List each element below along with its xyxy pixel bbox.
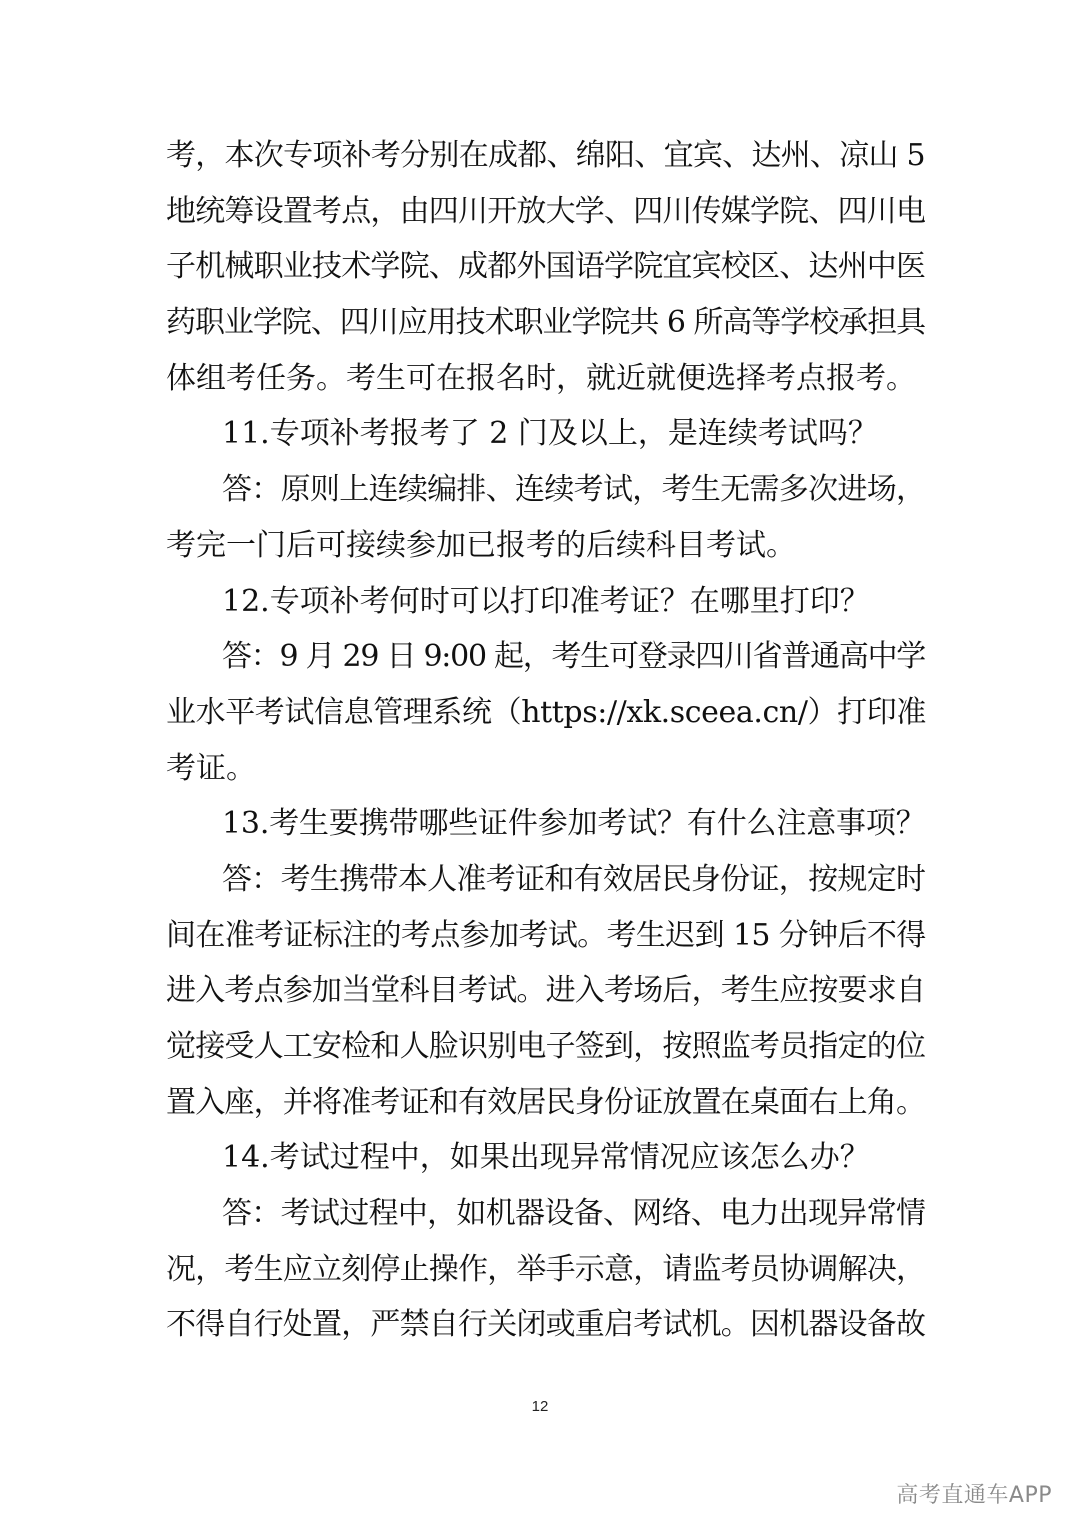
text-line: 体组考任务。考生可在报名时，就近就便选择考点报考。 (166, 360, 916, 396)
watermark-text: 高考直通车APP (896, 1483, 1052, 1508)
text-line: 不得自行处置，严禁自行关闭或重启考试机。因机器设备故 (166, 1307, 926, 1343)
text-line: 置入座，并将准考证和有效居民身份证放置在桌面右上角。 (166, 1084, 926, 1120)
text-line: 觉接受人工安检和人脸识别电子签到，按照监考员指定的位 (166, 1029, 926, 1064)
text-line: 进入考点参加当堂科目考试。进入考场后，考生应按要求自 (166, 973, 926, 1009)
text-line: 答：考生携带本人准考证和有效居民身份证，按规定时 (222, 861, 926, 897)
text-line: 业水平考试信息管理系统（https://xk.sceea.cn/）打印准 (166, 694, 926, 730)
text-line: 考，本次专项补考分别在成都、绵阳、宜宾、达州、凉山 5 (166, 138, 925, 173)
text-line: 11.专项补考报考了 2 门及以上，是连续考试吗？ (222, 416, 878, 452)
page-number: 12 (531, 1398, 549, 1415)
text-line: 药职业学院、四川应用技术职业学院共 6 所高等学校承担具 (166, 305, 926, 341)
text-line: 考证。 (166, 750, 256, 786)
text-line: 况，考生应立刻停止操作，举手示意，请监考员协调解决， (166, 1251, 926, 1287)
text-line: 13.考生要携带哪些证件参加考试？有什么注意事项？ (222, 806, 926, 842)
text-line: 子机械职业技术学院、成都外国语学院宜宾校区、达州中医 (166, 249, 926, 285)
text-line: 考完一门后可接续参加已报考的后续科目考试。 (166, 527, 796, 563)
text-line: 答：9 月 29 日 9:00 起，考生可登录四川省普通高中学 (222, 639, 926, 675)
text-line: 14.考试过程中，如果出现异常情况应该怎么办？ (222, 1140, 870, 1176)
text-line: 12.专项补考何时可以打印准考证？在哪里打印？ (222, 583, 870, 619)
document-body (166, 128, 926, 1353)
text-line: 间在准考证标注的考点参加考试。考生迟到 15 分钟后不得 (166, 917, 926, 953)
text-line: 答：原则上连续编排、连续考试，考生无需多次进场， (222, 472, 926, 508)
text-line: 地统筹设置考点，由四川开放大学、四川传媒学院、四川电 (166, 193, 926, 229)
text-line: 答：考试过程中，如机器设备、网络、电力出现异常情 (222, 1196, 926, 1232)
